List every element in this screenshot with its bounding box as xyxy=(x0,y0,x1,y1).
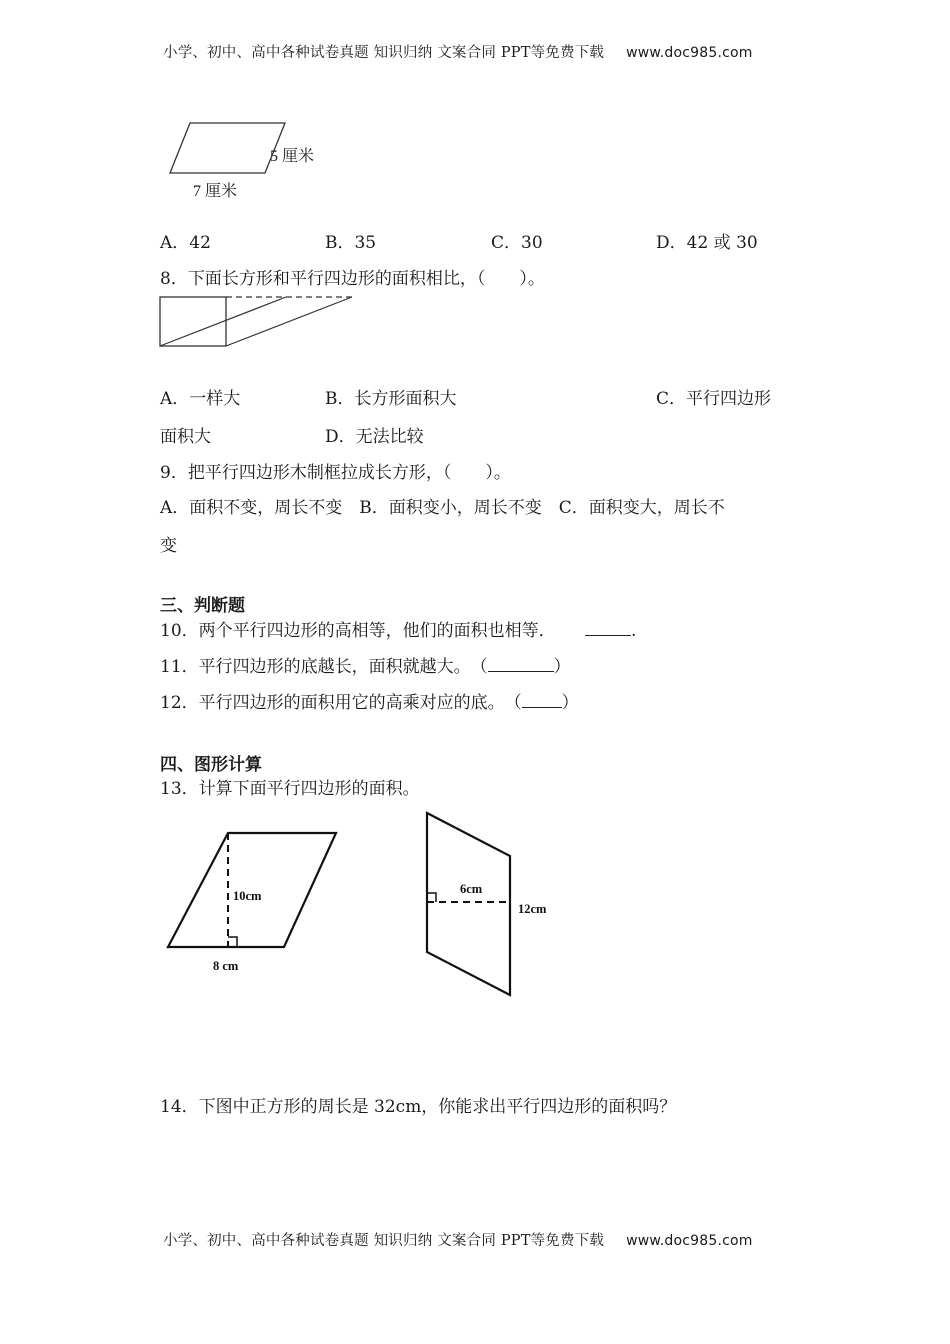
q8-rect-parallelogram-figure xyxy=(158,294,358,350)
page-header xyxy=(163,41,753,62)
q13-fig2-base-label: 12cm xyxy=(518,902,547,916)
footer-site-link[interactable]: www.doc985.com xyxy=(626,1233,753,1249)
q13-fig2-height-label: 6cm xyxy=(460,882,483,896)
q7-option-d[interactable]: D．42 或 30 xyxy=(656,233,758,253)
q10-text: 10．两个平行四边形的高相等，他们的面积也相等． xyxy=(160,621,556,641)
q13-fig1-right-angle-mark xyxy=(228,937,237,947)
q8-parallelogram-left-side xyxy=(160,297,286,346)
q8-option-a[interactable]: A．一样大 xyxy=(160,389,241,409)
q11-close-paren: ） xyxy=(553,657,571,677)
q7-side-label: 5 厘米 xyxy=(270,148,315,165)
q10-line xyxy=(160,616,636,641)
header-site-link[interactable]: www.doc985.com xyxy=(626,45,753,61)
q13-parallelogram-2-figure xyxy=(418,805,568,1005)
q8-option-c[interactable]: C．平行四边形 xyxy=(656,389,772,409)
q8-rectangle-shape xyxy=(160,297,226,346)
q13-parallelogram-1-figure xyxy=(160,825,350,980)
section3-title: 三、判断题 xyxy=(160,596,245,616)
q7-parallelogram-shape xyxy=(170,123,285,173)
q12-text: 12．平行四边形的面积用它的高乘对应的底。 （ xyxy=(160,693,522,713)
q14-stem: 14．下图中正方形的周长是 32cm，你能求出平行四边形的面积吗？ xyxy=(160,1097,677,1117)
q11-text: 11．平行四边形的底越长，面积就越大。 （ xyxy=(160,657,488,677)
q7-option-c[interactable]: C．30 xyxy=(491,233,543,253)
footer-text: 小学、初中、高中各种试卷真题 知识归纳 文案合同 PPT等免费下载 xyxy=(163,1233,605,1249)
q8-option-c-continued[interactable]: 面积大 xyxy=(160,427,211,447)
q11-line xyxy=(160,652,571,677)
q7-base-label: 7 厘米 xyxy=(193,183,238,200)
q8-parallelogram-right-side xyxy=(226,297,352,346)
q10-period: . xyxy=(631,621,637,641)
q10-answer-blank[interactable] xyxy=(585,621,631,636)
q8-option-b[interactable]: B．长方形面积大 xyxy=(325,389,457,409)
q12-line xyxy=(160,688,579,713)
q12-answer-blank[interactable] xyxy=(522,693,562,708)
q13-stem: 13．计算下面平行四边形的面积。 xyxy=(160,779,420,799)
q9-stem: 9．把平行四边形木制框拉成长方形，（ ）。 xyxy=(160,463,511,483)
section4-title: 四、图形计算 xyxy=(160,755,262,775)
q8-stem: 8．下面长方形和平行四边形的面积相比，（ ）。 xyxy=(160,269,545,289)
q13-fig2-right-angle-mark xyxy=(427,893,436,902)
q9-options[interactable]: A．面积不变，周长不变 B．面积变小，周长不变 C．面积变大，周长不 xyxy=(160,498,725,518)
q13-fig1-base-label: 8 cm xyxy=(213,959,239,973)
q9-options-continued[interactable]: 变 xyxy=(160,536,177,556)
q7-option-b[interactable]: B．35 xyxy=(325,233,377,253)
page-footer xyxy=(163,1229,753,1250)
q12-close-paren: ） xyxy=(561,693,579,713)
q13-fig1-height-label: 10cm xyxy=(233,889,262,903)
q11-answer-blank[interactable] xyxy=(488,657,554,672)
q13-parallelogram-2-shape xyxy=(427,813,510,995)
q7-parallelogram-figure xyxy=(160,115,340,205)
q7-option-a[interactable]: A．42 xyxy=(160,233,211,253)
q8-option-d[interactable]: D．无法比较 xyxy=(325,427,424,447)
header-text: 小学、初中、高中各种试卷真题 知识归纳 文案合同 PPT等免费下载 xyxy=(163,45,605,61)
